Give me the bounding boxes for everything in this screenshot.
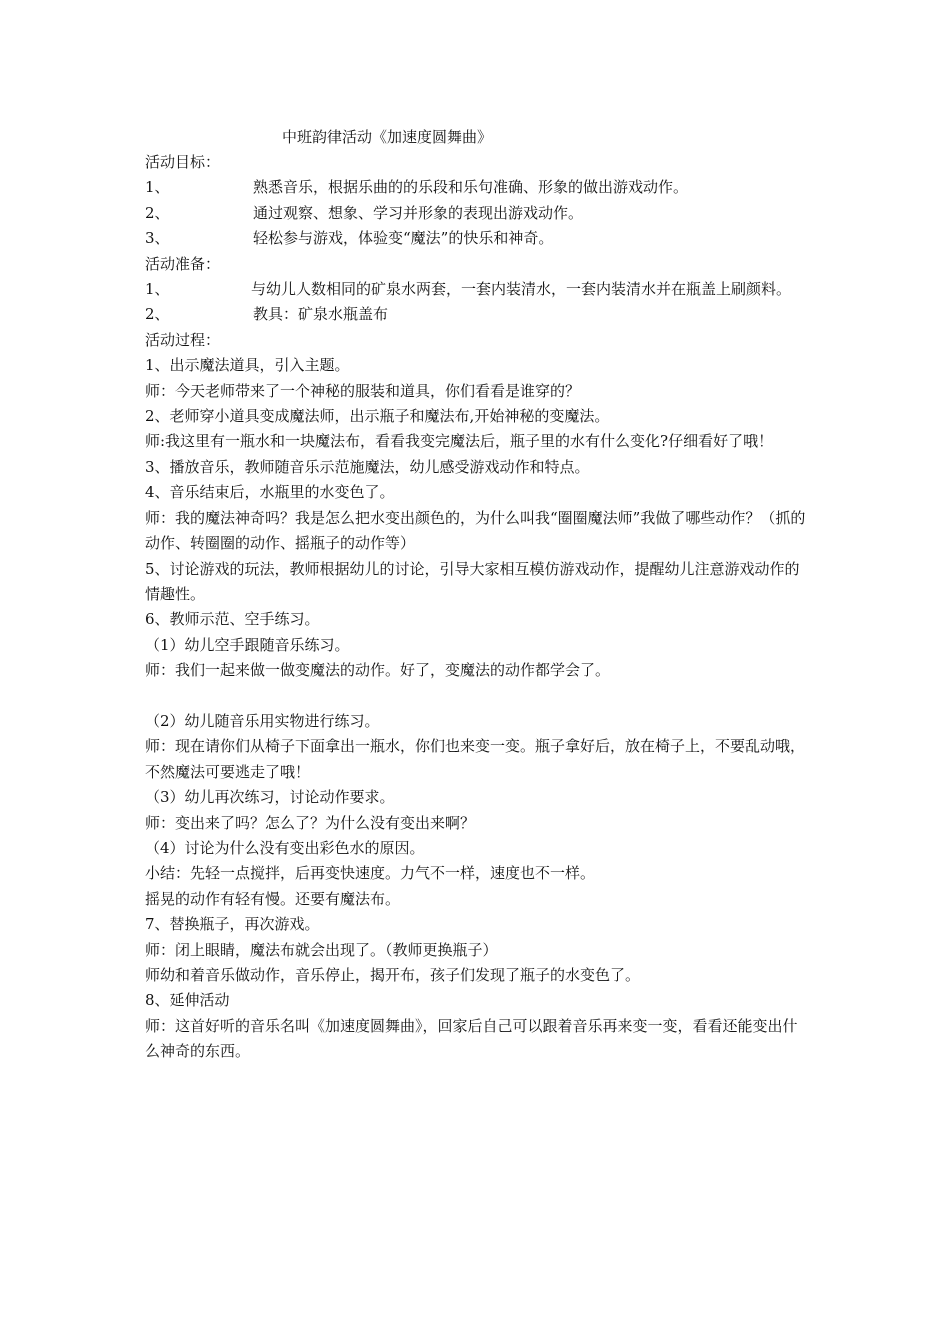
prep-item-2: [145, 302, 810, 327]
process-line: 师：变出来了吗？怎么了？为什么没有变出来啊？: [145, 813, 476, 832]
process-line: 4、音乐结束后，水瓶里的水变色了。: [145, 483, 395, 502]
process-line: 7、替换瓶子，再次游戏。: [145, 915, 320, 934]
process-heading: 活动过程：: [145, 330, 221, 349]
goal-item-2: [145, 201, 810, 226]
process-line: 师：这首好听的音乐名叫《加速度圆舞曲》，回家后自己可以跟着音乐再来变一变，看看还能变出什么神奇的东西。: [145, 1016, 798, 1061]
process-line: （3）幼儿再次练习，讨论动作要求。: [145, 788, 395, 807]
process-line: 师：我们一起来做一做变魔法的动作。好了，变魔法的动作都学会了。: [145, 661, 611, 680]
goal-number: 2、: [145, 203, 170, 222]
process-line: （1）幼儿空手跟随音乐练习。: [145, 635, 350, 654]
goal-text: 轻松参与游戏，体验变“魔法”的快乐和神奇。: [253, 229, 554, 248]
process-line: 8、延伸活动: [145, 991, 230, 1010]
goal-text: 通过观察、想象、学习并形象的表现出游戏动作。: [253, 203, 584, 222]
process-line: 2、老师穿小道具变成魔法师，出示瓶子和魔法布,开始神秘的变魔法。: [145, 407, 610, 426]
goal-number: 3、: [145, 229, 170, 248]
goals-heading: 活动目标：: [145, 153, 221, 171]
goal-item-3: [145, 226, 810, 251]
process-line: （2）幼儿随音乐用实物进行练习。: [145, 711, 380, 730]
prep-text: 教具：矿泉水瓶盖布: [253, 305, 389, 324]
process-line: 师：现在请你们从椅子下面拿出一瓶水，你们也来变一变。瓶子拿好后，放在椅子上，不要乱动哦，不然魔法可要逃走了哦！: [145, 737, 806, 781]
process-line: 师：今天老师带来了一个神秘的服装和道具，你们看看是谁穿的？: [145, 381, 581, 400]
process-line: 师：我的魔法神奇吗？我是怎么把水变出颜色的，为什么叫我“圈圈魔法师”我做了哪些动作？（抓的动作、转圈圈的动作、摇瓶子的动作等）: [145, 508, 806, 553]
goal-number: 1、: [145, 178, 170, 197]
blank-line: [145, 684, 810, 709]
goal-item-1: [145, 175, 810, 200]
process-line: 师:我这里有一瓶水和一块魔法布，看看我变完魔法后，瓶子里的水有什么变化?仔细看好了哦！: [145, 432, 774, 451]
process-line: 5、讨论游戏的玩法，教师根据幼儿的讨论，引导大家相互模仿游戏动作，提醒幼儿注意游戏动作的情趣性。: [145, 559, 800, 603]
prep-item-1: [145, 277, 810, 302]
process-line: 师：闭上眼睛，魔法布就会出现了。（教师更换瓶子）: [145, 940, 498, 959]
prep-text: 与幼儿人数相同的矿泉水两套，一套内装清水，一套内装清水并在瓶盖上刷颜料。: [251, 280, 792, 299]
prep-heading: 活动准备：: [145, 254, 221, 273]
process-line: 1、出示魔法道具，引入主题。: [145, 356, 350, 375]
process-line: 摇晃的动作有轻有慢。还要有魔法布。: [145, 889, 401, 908]
goal-text: 熟悉音乐，根据乐曲的的乐段和乐句准确、形象的做出游戏动作。: [253, 178, 689, 197]
process-line: 小结：先轻一点搅拌，后再变快速度。力气不一样，速度也不一样。: [145, 864, 596, 883]
document-body: [145, 150, 810, 1065]
process-line: 师幼和着音乐做动作，音乐停止，揭开布，孩子们发现了瓶子的水变色了。: [145, 965, 641, 984]
document-title: 中班韵律活动《加速度圆舞曲》: [282, 128, 493, 146]
process-line: 6、教师示范、空手练习。: [145, 610, 320, 629]
process-line: （4）讨论为什么没有变出彩色水的原因。: [145, 838, 425, 857]
process-line: 3、播放音乐，教师随音乐示范施魔法，幼儿感受游戏动作和特点。: [145, 457, 590, 476]
prep-number: 2、: [145, 305, 170, 324]
prep-number: 1、: [145, 280, 170, 299]
